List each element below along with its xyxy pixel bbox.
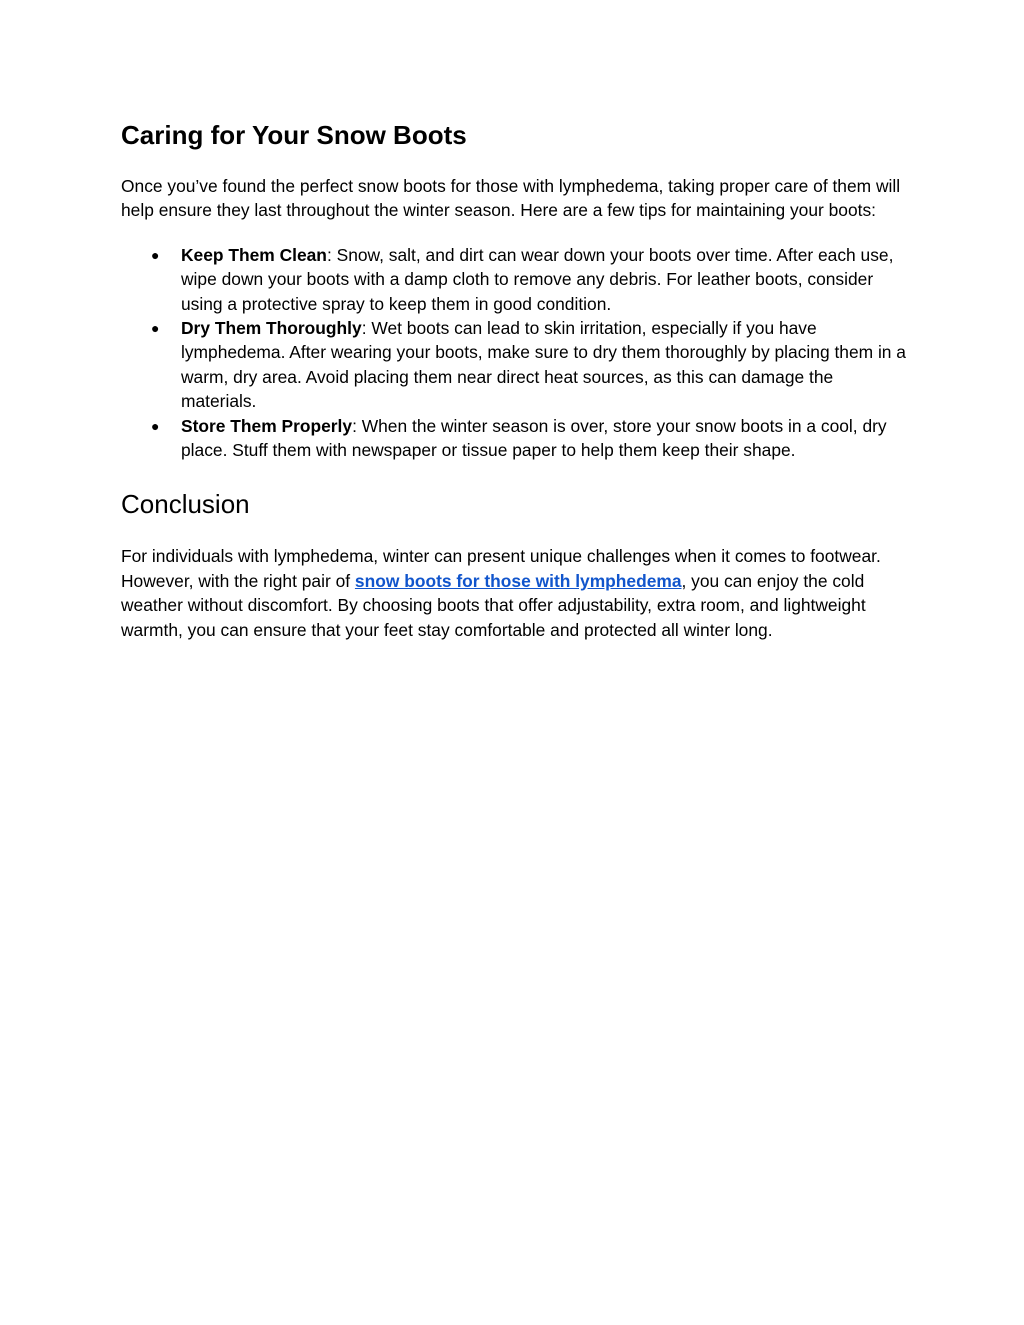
intro-paragraph: Once you’ve found the perfect snow boots for those with lymphedema, taking proper care of them will help ensure they last throughout the winter season. Here are a few tips for maintaining your boots: (121, 176, 901, 221)
list-item-store-properly (121, 414, 907, 463)
tip-text: : Snow, salt, and dirt can wear down your boots over time. After each use, wipe down your boots with a damp cloth to remove any debris. For leather boots, consider using a protective spray to keep them in good condition. (181, 244, 894, 314)
bullet-icon: ● (151, 320, 160, 337)
section-heading-caring: Caring for Your Snow Boots (121, 120, 467, 150)
list-item-keep-clean (121, 243, 907, 316)
tip-text: : Wet boots can lead to skin irritation, especially if you have lymphedema. After wearing your boots, make sure to dry them thoroughly by placing them in a warm, dry area. Avoid placing them near direct heat sources, as this can damage the materials. (181, 318, 906, 412)
tip-title: Store Them Properly (181, 415, 353, 436)
bullet-icon: ● (151, 246, 160, 263)
conclusion-text-end: , you can enjoy the cold weather without discomfort. By choosing boots that offer adjustability, extra room, and lightweight warmth, you can ensure that your feet stay comfortable and protected all winter long. (121, 570, 866, 640)
tip-title: Keep Them Clean (181, 244, 327, 265)
tip-title: Dry Them Thoroughly (181, 318, 362, 339)
conclusion-text-start: For individuals with lymphedema, winter can present unique challenges when it comes to footwear. However, with the right pair of (121, 546, 881, 591)
snow-boots-link[interactable]: snow boots for those with lymphedema (354, 570, 682, 591)
document-page (121, 118, 907, 642)
section-heading-conclusion: Conclusion (121, 489, 250, 520)
tips-list (121, 243, 907, 463)
conclusion-paragraph (121, 544, 907, 642)
list-item-dry-thoroughly (121, 316, 907, 414)
bullet-icon: ● (151, 417, 160, 434)
tip-text: : When the winter season is over, store your snow boots in a cool, dry place. Stuff them with newspaper or tissue paper to help them keep their shape. (181, 415, 887, 461)
